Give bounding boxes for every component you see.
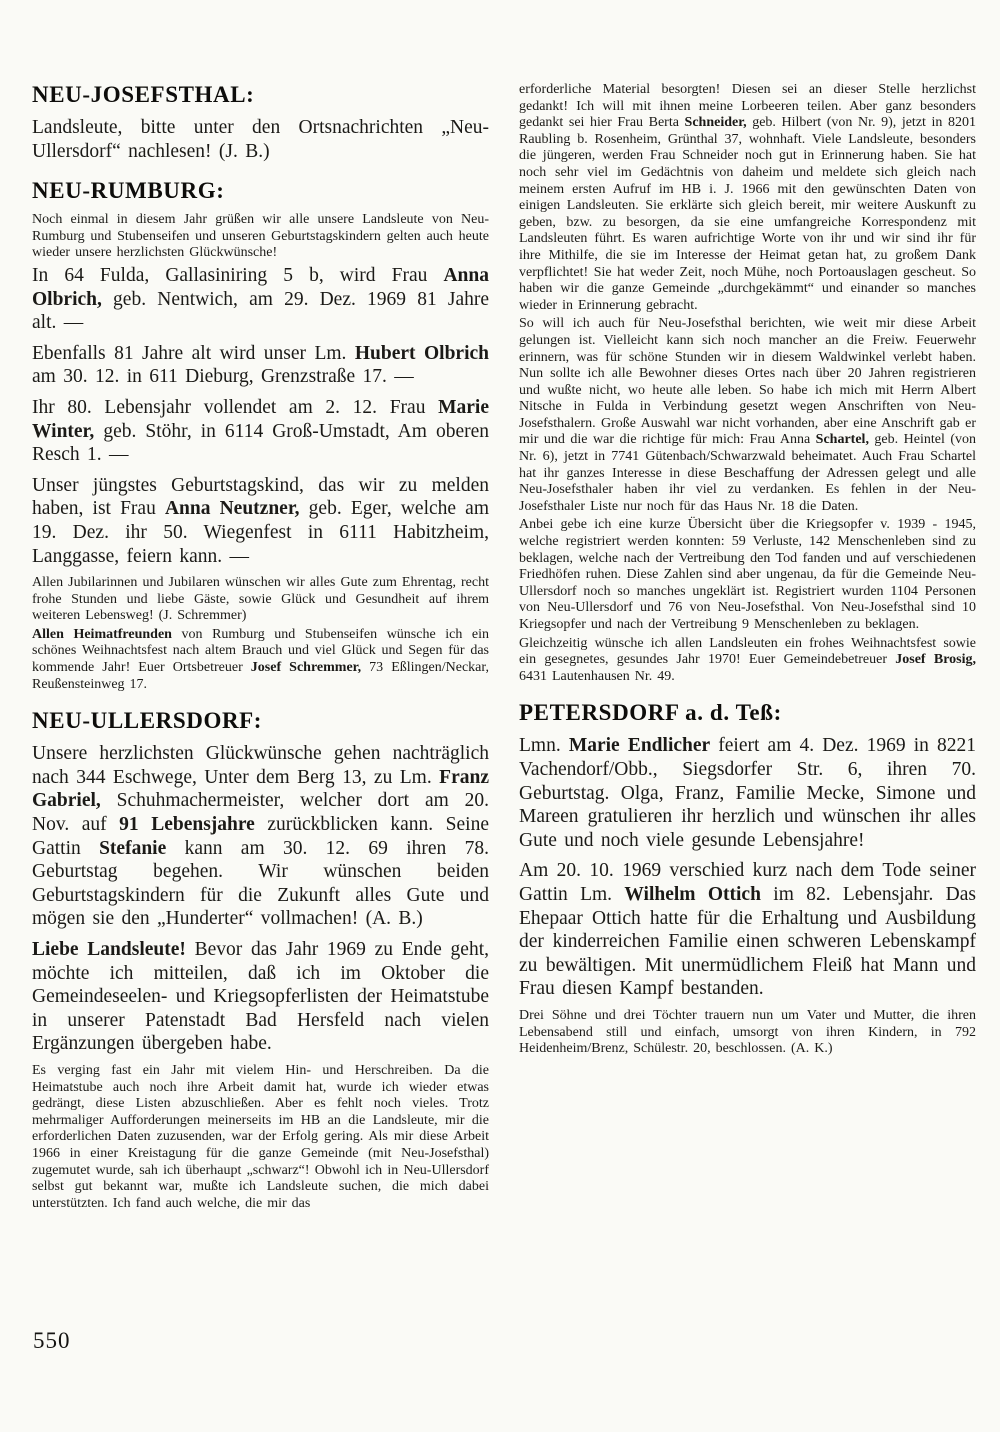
paragraph: Es verging fast ein Jahr mit vielem Hin- und Herschreiben. Da die Heimatstube auch noch ihre Arbeit damit hat, wurde ich wieder etwas gedrängt, diese Listen abzuschließen. Aber es fehlt noch vieles. Trotz mehrmaliger Aufforderungen meinerseits im HB an die Landsleute, mir die erforderlichen Daten zuzusenden, war der Erfolg gering. Als mir diese Arbeit 1966 in einer Kreistagung für die ganze Gemeinde (mit Neu-Josefsthal) zugemutet wurde, sah ich überhaupt „schwarz“! Obwohl ich in Neu-Ullersdorf selbst gut bekannt war, mußte ich Landsleute suchen, die mich dabei unterstützten. Ich fand auch welche, die mir das: [32, 1062, 489, 1211]
paragraph: Am 20. 10. 1969 verschied kurz nach dem Tode seiner Gattin Lm. Wilhelm Ottich im 82. Lebensjahr. Das Ehepaar Ottich hatte für die Erhaltung und Ausbildung der kinderreichen Familie einen schweren Lebenskampf zu bewältigen. Mit unermüdlichem Fleiß hat Mann und Frau diesen Kampf bestanden.: [519, 860, 976, 1000]
column-right: [519, 82, 976, 1214]
paragraph: So will ich auch für Neu-Josefsthal berichten, wie weit mir diese Arbeit gelungen ist. Vielleicht kann sich noch mancher an die Freiw. Feuerwehr erinnern, was für schöne Stunden wir in diesem Waldwinkel verlebt haben. Nun sollte ich alle Bewohner dieses Ortes nach über 20 Jahren registrieren und wußte nicht, wo heute alle leben. So habe ich mich mit Herrn Albert Nitsche in Fulda in Verbindung gesetzt wegen Anschriften von Neu-Josefsthalern. Große Auswahl war nicht vorhanden, aber eine Anschrift gab er mir und die war die richtige für mich: Frau Anna Schartel, geb. Heintel (von Nr. 6), jetzt in 7741 Gütenbach/Schwarzwald beheimatet. Auch Frau Schartel hat ihr ganzes Interesse in diese Beschaffung der Adressen gelegt und alle Neu-Josefsthaler haben ihr viel zu verdanken. Es fehlen in der Neu-Josefsthaler Liste nur noch für das Haus Nr. 18 die Daten.: [519, 316, 976, 514]
section-neu-ullersdorf: [32, 708, 489, 1212]
column-left: [32, 82, 489, 1214]
paragraph: Unser jüngstes Geburtstagskind, das wir zu melden haben, ist Frau Anna Neutzner, geb. Eger, welche am 19. Dez. ihr 50. Wiegenfest in 6111 Habitzheim, Langgasse, feiern kann. —: [32, 474, 489, 567]
paragraph: Drei Söhne und drei Töchter trauern nun um Vater und Mutter, die ihren Lebensabend still und einfach, umsorgt von ihren Kindern, in 792 Heidenheim/Brenz, Schülestr. 20, beschlossen. (A. K.): [519, 1007, 976, 1057]
paragraph: Allen Heimatfreunden von Rumburg und Stubenseifen wünsche ich ein schönes Weihnachtsfest nach altem Brauch und viel Glück und Segen für das kommende Jahr! Euer Ortsbetreuer Josef Schremmer, 73 Eßlingen/Neckar, Reußensteinweg 17.: [32, 626, 489, 692]
section-petersdorf: [519, 700, 976, 1057]
paragraph: Gleichzeitig wünsche ich allen Landsleuten ein frohes Weihnachtsfest sowie ein gesegnetes, gesundes Jahr 1970! Euer Gemeindebetreuer Josef Brosig, 6431 Lautenhausen Nr. 49.: [519, 635, 976, 684]
paragraph: Lmn. Marie Endlicher feiert am 4. Dez. 1969 in 8221 Vachendorf/Obb., Siegsdorfer Str. 6, ihren 70. Geburtstag. Olga, Franz, Familie Mecke, Simone und Mareen gratulieren ihr herzlich und wünschen ihr alles Gute und noch viele gesunde Lebensjahre!: [519, 735, 976, 851]
paragraph: Anbei gebe ich eine kurze Übersicht über die Kriegsopfer v. 1939 - 1945, welche registriert werden konnten: 59 Verluste, 142 Menschenleben sind zu beklagen, welche nach der Vertreibung den Tod fanden und auf verschiedenen Friedhöfen ruhen. Diese Zahlen sind aber ungenau, da für die Gemeinde Neu-Ullersdorf noch so manches ungeklärt ist. Registriert wurden 1104 Personen von Neu-Ullersdorf und 76 von Neu-Josefsthal. Von Neu-Josefsthal sind 10 Kriegsopfer und nach der Vertreibung 9 Menschenleben zu beklagen.: [519, 517, 976, 632]
section-neu-josefsthal: [32, 82, 489, 163]
section-continued-text: [519, 82, 976, 685]
paragraph: Liebe Landsleute! Bevor das Jahr 1969 zu Ende geht, möchte ich mitteilen, daß ich im Oktober die Gemeindeseelen- und Kriegsopferlisten der Heimatstube in unserer Patenstadt Bad Hersfeld nach vielen Ergänzungen übergeben habe.: [32, 939, 489, 1055]
paragraph: erforderliche Material besorgten! Diesen sei an dieser Stelle herzlichst gedankt! Ich will mit ihnen meine Lorbeeren teilen. Aber ganz besonders gedankt sei hier Frau Berta Schneider, geb. Hilbert (von Nr. 9), jetzt in 8201 Raubling b. Rosenheim, Grünthal 37, wohnhaft. Viele Landsleute, besonders die jüngeren, werden Frau Schneider noch gut in Erinnerung haben. Sie hat noch sehr viel im Gedächtnis von daheim und meldete sich gleich nach meinem ersten Aufruf im HB i. J. 1966 mit den gewünschten Daten von einigen Landsleuten. Sie erklärte sich gleich bereit, mir weitere Auskunft zu geben, bzw. zu besorgen, da sie eine umfangreiche Korrespondenz mit Landsleuten führt. Es waren aufrichtige Worte von ihr und wir sind ihr für ihre Mithilfe, die sie im Interesse der Heimat getan hat, zu großem Dank verpflichtet! Sie hat weder Zeit, noch Mühe, noch Portoauslagen gescheut. So haben wir die ganze Gemeinde „durchgekämmt“ und einander so manches wieder in Erinnerung gebracht.: [519, 82, 976, 313]
paragraph: In 64 Fulda, Gallasiniring 5 b, wird Frau Anna Olbrich, geb. Nentwich, am 29. Dez. 1969 81 Jahre alt. —: [32, 264, 489, 334]
section-neu-rumburg: [32, 178, 489, 693]
page-number: 550: [33, 1328, 71, 1353]
section-heading-petersdorf: PETERSDORF a. d. Teß:: [519, 700, 782, 726]
paragraph: Unsere herzlichsten Glückwünsche gehen nachträglich nach 344 Eschwege, Unter dem Berg 13, zu Lm. Franz Gabriel, Schuhmachermeister, welcher dort am 20. Nov. auf 91 Lebensjahre zurückblicken kann. Seine Gattin Stefanie kann am 30. 12. 69 ihren 78. Geburtstag begehen. Wir wünschen beiden Geburtstagskindern für die Zukunft alles Gute und mögen sie den „Hunderter“ vollmachen! (A. B.): [32, 743, 489, 930]
paragraph: Noch einmal in diesem Jahr grüßen wir alle unsere Landsleute von Neu-Rumburg und Stubenseifen und unseren Geburtstagskindern gelten auch heute wieder unsere herzlichsten Glückwünsche!: [32, 212, 489, 261]
paragraph: Allen Jubilarinnen und Jubilaren wünschen wir alles Gute zum Ehrentag, recht frohe Stunden und liebe Gäste, sowie Glück und Gesundheit auf ihrem weiteren Lebensweg! (J. Schremmer): [32, 575, 489, 624]
paragraph: Ihr 80. Lebensjahr vollendet am 2. 12. Frau Marie Winter, geb. Stöhr, in 6114 Groß-Umstadt, Am oberen Resch 1. —: [32, 396, 489, 466]
paragraph: Ebenfalls 81 Jahre alt wird unser Lm. Hubert Olbrich am 30. 12. in 611 Dieburg, Grenzstraße 17. —: [32, 342, 489, 388]
section-heading-neu-josefsthal: NEU-JOSEFSTHAL:: [32, 82, 255, 107]
section-heading-neu-rumburg: NEU-RUMBURG:: [32, 178, 225, 204]
section-heading-neu-ullersdorf: NEU-ULLERSDORF:: [32, 708, 263, 734]
paragraph: Landsleute, bitte unter den Ortsnachrichten „Neu-Ullersdorf“ nachlesen! (J. B.): [32, 117, 489, 162]
